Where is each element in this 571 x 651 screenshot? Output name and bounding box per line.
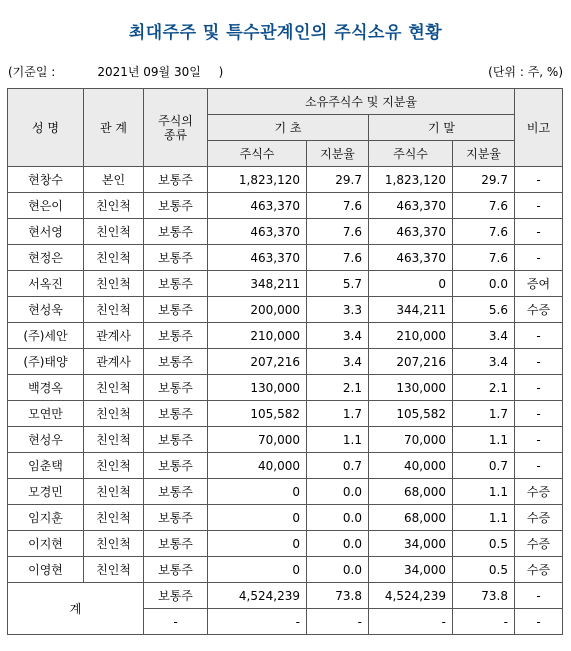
total-begin-shares-cell: 4,524,239: [208, 583, 307, 609]
end-ratio-cell: 1.1: [453, 427, 515, 453]
stock-type-cell: 보통주: [144, 349, 208, 375]
relation-cell: 관계사: [84, 323, 144, 349]
name-cell: 현창수: [8, 167, 84, 193]
end-shares-cell: 68,000: [369, 479, 453, 505]
total-note-cell: -: [515, 583, 563, 609]
base-date-value: 2021년 09월 30일: [97, 65, 201, 79]
begin-ratio-cell: 0.7: [307, 453, 369, 479]
total-end-ratio-cell: -: [453, 609, 515, 635]
stock-type-cell: 보통주: [144, 375, 208, 401]
begin-ratio-cell: 0.0: [307, 505, 369, 531]
begin-shares-cell: 463,370: [208, 193, 307, 219]
relation-cell: 친인척: [84, 219, 144, 245]
name-cell: 현성욱: [8, 297, 84, 323]
end-shares-cell: 344,211: [369, 297, 453, 323]
name-cell: 임춘택: [8, 453, 84, 479]
page-title: 최대주주 및 특수관계인의 주식소유 현황: [128, 23, 443, 43]
begin-shares-cell: 348,211: [208, 271, 307, 297]
end-shares-cell: 463,370: [369, 219, 453, 245]
header-end-shares: 주식수: [369, 141, 453, 167]
header-stock-type: [144, 89, 208, 167]
begin-ratio-cell: 3.3: [307, 297, 369, 323]
end-shares-cell: 210,000: [369, 323, 453, 349]
begin-shares-cell: 40,000: [208, 453, 307, 479]
header-begin-ratio: 지분율: [307, 141, 369, 167]
stock-type-cell: 보통주: [144, 193, 208, 219]
end-shares-cell: 70,000: [369, 427, 453, 453]
relation-cell: 친인척: [84, 271, 144, 297]
note-cell: -: [515, 219, 563, 245]
end-ratio-cell: 1.1: [453, 505, 515, 531]
end-shares-cell: 34,000: [369, 531, 453, 557]
stock-type-cell: 보통주: [144, 479, 208, 505]
end-ratio-cell: 7.6: [453, 219, 515, 245]
name-cell: 모경민: [8, 479, 84, 505]
end-ratio-cell: 0.5: [453, 531, 515, 557]
relation-cell: 친인척: [84, 245, 144, 271]
note-cell: -: [515, 167, 563, 193]
begin-shares-cell: 463,370: [208, 245, 307, 271]
begin-ratio-cell: 7.6: [307, 219, 369, 245]
stock-type-cell: 보통주: [144, 271, 208, 297]
name-cell: 현성우: [8, 427, 84, 453]
end-ratio-cell: 3.4: [453, 323, 515, 349]
name-cell: 모연만: [8, 401, 84, 427]
end-ratio-cell: 3.4: [453, 349, 515, 375]
stock-type-cell: 보통주: [144, 219, 208, 245]
end-shares-cell: 463,370: [369, 193, 453, 219]
table-row: [8, 375, 563, 401]
name-cell: (주)세안: [8, 323, 84, 349]
stock-type-cell: 보통주: [144, 297, 208, 323]
note-cell: -: [515, 323, 563, 349]
stock-type-cell: 보통주: [144, 453, 208, 479]
name-cell: 서옥진: [8, 271, 84, 297]
note-cell: 수증: [515, 479, 563, 505]
unit-label: (단위 : 주, %): [488, 65, 563, 79]
end-shares-cell: 68,000: [369, 505, 453, 531]
begin-ratio-cell: 2.1: [307, 375, 369, 401]
name-cell: 현서영: [8, 219, 84, 245]
begin-ratio-cell: 29.7: [307, 167, 369, 193]
stock-type-cell: 보통주: [144, 531, 208, 557]
stock-type-cell: 보통주: [144, 557, 208, 583]
begin-ratio-cell: 1.1: [307, 427, 369, 453]
begin-ratio-cell: 0.0: [307, 531, 369, 557]
total-stock-type-cell: 보통주: [144, 583, 208, 609]
begin-shares-cell: 1,823,120: [208, 167, 307, 193]
begin-shares-cell: 0: [208, 557, 307, 583]
table-row: [8, 531, 563, 557]
end-ratio-cell: 5.6: [453, 297, 515, 323]
stock-type-cell: 보통주: [144, 323, 208, 349]
note-cell: -: [515, 427, 563, 453]
stock-type-cell: 보통주: [144, 167, 208, 193]
stock-type-cell: 보통주: [144, 505, 208, 531]
end-shares-cell: 34,000: [369, 557, 453, 583]
begin-ratio-cell: 0.0: [307, 557, 369, 583]
relation-cell: 친인척: [84, 427, 144, 453]
name-cell: 이지현: [8, 531, 84, 557]
table-row: [8, 167, 563, 193]
table-row: [8, 271, 563, 297]
relation-cell: 친인척: [84, 557, 144, 583]
end-shares-cell: 463,370: [369, 245, 453, 271]
relation-cell: 친인척: [84, 453, 144, 479]
note-cell: -: [515, 401, 563, 427]
total-begin-shares-cell: -: [208, 609, 307, 635]
header-stock-type-line2: 종류: [163, 127, 188, 142]
note-cell: -: [515, 245, 563, 271]
begin-ratio-cell: 1.7: [307, 401, 369, 427]
end-ratio-cell: 2.1: [453, 375, 515, 401]
note-cell: 수증: [515, 531, 563, 557]
begin-shares-cell: 463,370: [208, 219, 307, 245]
total-begin-ratio-cell: 73.8: [307, 583, 369, 609]
table-row: [8, 401, 563, 427]
end-shares-cell: 207,216: [369, 349, 453, 375]
end-ratio-cell: 29.7: [453, 167, 515, 193]
name-cell: 현정은: [8, 245, 84, 271]
relation-cell: 본인: [84, 167, 144, 193]
note-cell: 증여: [515, 271, 563, 297]
begin-shares-cell: 105,582: [208, 401, 307, 427]
header-begin: 기 초: [208, 115, 369, 141]
table-row: [8, 245, 563, 271]
header-holdings: 소유주식수 및 지분율: [208, 89, 515, 115]
end-ratio-cell: 0.7: [453, 453, 515, 479]
begin-shares-cell: 0: [208, 505, 307, 531]
begin-shares-cell: 207,216: [208, 349, 307, 375]
stock-type-cell: 보통주: [144, 245, 208, 271]
end-ratio-cell: 0.0: [453, 271, 515, 297]
begin-ratio-cell: 7.6: [307, 193, 369, 219]
relation-cell: 친인척: [84, 375, 144, 401]
end-shares-cell: 105,582: [369, 401, 453, 427]
table-row: [8, 193, 563, 219]
begin-ratio-cell: 7.6: [307, 245, 369, 271]
begin-shares-cell: 200,000: [208, 297, 307, 323]
note-cell: -: [515, 375, 563, 401]
total-end-shares-cell: -: [369, 609, 453, 635]
name-cell: (주)태양: [8, 349, 84, 375]
header-stock-type-line1: 주식의: [158, 113, 193, 128]
table-row: [8, 453, 563, 479]
total-label: 계: [8, 583, 144, 635]
table-row: [8, 297, 563, 323]
begin-ratio-cell: 5.7: [307, 271, 369, 297]
end-ratio-cell: 1.1: [453, 479, 515, 505]
end-ratio-cell: 0.5: [453, 557, 515, 583]
end-shares-cell: 130,000: [369, 375, 453, 401]
header-end-ratio: 지분율: [453, 141, 515, 167]
total-stock-type-cell: -: [144, 609, 208, 635]
end-ratio-cell: 7.6: [453, 193, 515, 219]
table-row: [8, 349, 563, 375]
begin-ratio-cell: 0.0: [307, 479, 369, 505]
relation-cell: 친인척: [84, 401, 144, 427]
name-cell: 현은이: [8, 193, 84, 219]
end-shares-cell: 0: [369, 271, 453, 297]
table-row: [8, 323, 563, 349]
stock-type-cell: 보통주: [144, 427, 208, 453]
name-cell: 백경옥: [8, 375, 84, 401]
table-row: [8, 219, 563, 245]
note-cell: 수증: [515, 297, 563, 323]
end-ratio-cell: 7.6: [453, 245, 515, 271]
relation-cell: 친인척: [84, 193, 144, 219]
total-begin-ratio-cell: -: [307, 609, 369, 635]
begin-ratio-cell: 3.4: [307, 349, 369, 375]
table-row: [8, 479, 563, 505]
end-shares-cell: 1,823,120: [369, 167, 453, 193]
name-cell: 임지훈: [8, 505, 84, 531]
base-date-close: ): [218, 65, 224, 79]
relation-cell: 친인척: [84, 479, 144, 505]
relation-cell: 관계사: [84, 349, 144, 375]
table-row: [8, 505, 563, 531]
name-cell: 이영현: [8, 557, 84, 583]
header-name: 성 명: [8, 89, 84, 167]
begin-shares-cell: 210,000: [208, 323, 307, 349]
total-note-cell: -: [515, 609, 563, 635]
table-row: [8, 557, 563, 583]
header-note: 비고: [515, 89, 563, 167]
note-cell: -: [515, 453, 563, 479]
end-shares-cell: 40,000: [369, 453, 453, 479]
total-end-shares-cell: 4,524,239: [369, 583, 453, 609]
header-begin-shares: 주식수: [208, 141, 307, 167]
stock-type-cell: 보통주: [144, 401, 208, 427]
begin-shares-cell: 130,000: [208, 375, 307, 401]
shareholding-table: [7, 88, 563, 635]
relation-cell: 친인척: [84, 531, 144, 557]
begin-shares-cell: 0: [208, 531, 307, 557]
note-cell: 수증: [515, 505, 563, 531]
note-cell: -: [515, 193, 563, 219]
note-cell: -: [515, 349, 563, 375]
begin-shares-cell: 0: [208, 479, 307, 505]
base-date-label: (기준일 :: [8, 65, 56, 79]
note-cell: 수증: [515, 557, 563, 583]
header-relation: 관 계: [84, 89, 144, 167]
relation-cell: 친인척: [84, 505, 144, 531]
begin-shares-cell: 70,000: [208, 427, 307, 453]
total-end-ratio-cell: 73.8: [453, 583, 515, 609]
base-date: [8, 63, 223, 80]
table-row: [8, 427, 563, 453]
total-row: [8, 583, 563, 609]
table-body: [8, 167, 563, 635]
relation-cell: 친인척: [84, 297, 144, 323]
begin-ratio-cell: 3.4: [307, 323, 369, 349]
end-ratio-cell: 1.7: [453, 401, 515, 427]
header-end: 기 말: [369, 115, 515, 141]
